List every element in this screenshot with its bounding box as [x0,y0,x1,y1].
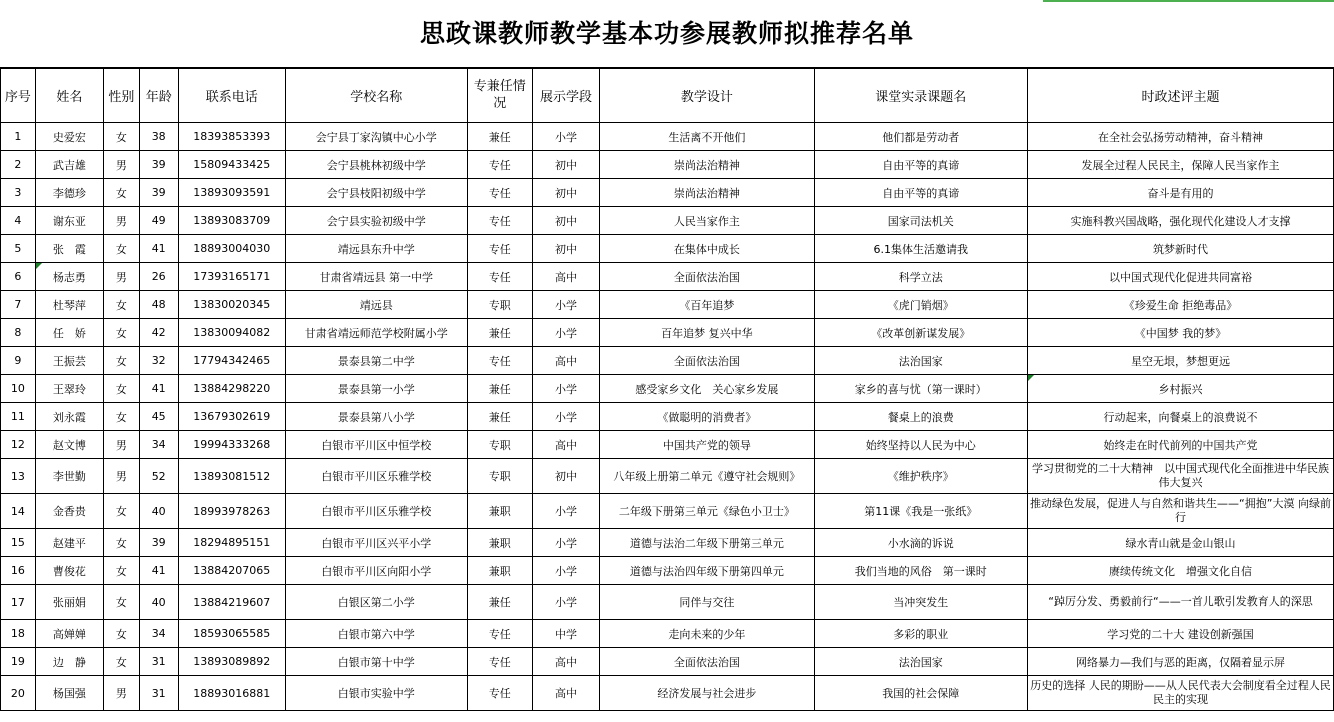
cell-name[interactable]: 张丽娟 [35,585,103,620]
cell-lesson-title[interactable]: 自由平等的真谛 [814,179,1027,207]
cell-index[interactable]: 13 [1,459,36,494]
cell-age[interactable]: 49 [139,207,178,235]
cell-school[interactable]: 甘肃省靖远县 第一中学 [285,263,467,291]
recommendation-table [0,68,1334,711]
cell-gender[interactable]: 女 [104,123,140,151]
cell-school[interactable]: 会宁县桃林初级中学 [285,151,467,179]
cell-gender[interactable]: 女 [104,179,140,207]
cell-index[interactable]: 7 [1,291,36,319]
table-row [1,179,1334,207]
cell-age[interactable]: 39 [139,179,178,207]
table-row [1,235,1334,263]
table-row [1,347,1334,375]
table-row [1,648,1334,676]
cell-role[interactable]: 专任 [467,263,532,291]
cell-stage[interactable]: 高中 [532,431,599,459]
cell-age[interactable]: 39 [139,529,178,557]
cell-commentary[interactable]: 赓续传统文化 增强文化自信 [1028,557,1334,585]
cell-name[interactable]: 刘永霞 [35,403,103,431]
cell-lesson-title[interactable]: 自由平等的真谛 [814,151,1027,179]
cell-commentary[interactable]: 行动起来，向餐桌上的浪费说不 [1028,403,1334,431]
cell-age[interactable]: 40 [139,494,178,529]
cell-lesson-design[interactable]: 生活离不开他们 [600,123,814,151]
cell-lesson-design[interactable]: 道德与法治四年级下册第四单元 [600,557,814,585]
header-lesson-title[interactable]: 课堂实录课题名 [814,69,1027,123]
cell-commentary[interactable]: 历史的选择 人民的期盼——从人民代表大会制度看全过程人民民主的实现 [1028,676,1334,711]
table-row [1,123,1334,151]
cell-name[interactable]: 曹俊花 [35,557,103,585]
cell-commentary[interactable]: 推动绿色发展，促进人与自然和谐共生——“拥抱”大漠 向绿前行 [1028,494,1334,529]
cell-gender[interactable]: 男 [104,676,140,711]
header-row [1,69,1334,123]
header-gender[interactable]: 性别 [104,69,140,123]
table-row [1,431,1334,459]
cell-lesson-title[interactable]: 我们当地的风俗 第一课时 [814,557,1027,585]
cell-school[interactable]: 景泰县第二中学 [285,347,467,375]
cell-phone[interactable]: 18993978263 [178,494,285,529]
cell-role[interactable]: 兼任 [467,585,532,620]
cell-age[interactable]: 40 [139,585,178,620]
cell-school[interactable]: 白银市平川区乐雅学校 [285,459,467,494]
cell-school[interactable]: 白银市第十中学 [285,648,467,676]
cell-name[interactable]: 金香贵 [35,494,103,529]
cell-commentary[interactable]: 以中国式现代化促进共同富裕 [1028,263,1334,291]
cell-stage[interactable]: 小学 [532,123,599,151]
cell-name[interactable]: 武吉雄 [35,151,103,179]
cell-lesson-title[interactable]: 法治国家 [814,347,1027,375]
cell-name[interactable]: 杨国强 [35,676,103,711]
cell-stage[interactable]: 中学 [532,620,599,648]
cell-school[interactable]: 靖远县东升中学 [285,235,467,263]
cell-name[interactable]: 李世勤 [35,459,103,494]
cell-stage[interactable]: 初中 [532,459,599,494]
table-row [1,676,1334,711]
cell-lesson-design[interactable]: 同伴与交往 [600,585,814,620]
cell-phone[interactable]: 13830094082 [178,319,285,347]
header-index[interactable]: 序号 [1,69,36,123]
cell-gender[interactable]: 女 [104,585,140,620]
cell-commentary[interactable]: 绿水青山就是金山银山 [1028,529,1334,557]
cell-lesson-title[interactable]: 他们都是劳动者 [814,123,1027,151]
cell-gender[interactable]: 女 [104,648,140,676]
cell-phone[interactable]: 13893081512 [178,459,285,494]
cell-role[interactable]: 专职 [467,431,532,459]
cell-age[interactable]: 41 [139,375,178,403]
cell-stage[interactable]: 初中 [532,207,599,235]
table-row [1,319,1334,347]
cell-lesson-design[interactable]: 全面依法治国 [600,347,814,375]
cell-phone[interactable]: 17794342465 [178,347,285,375]
cell-phone[interactable]: 13679302619 [178,403,285,431]
cell-name[interactable]: 赵建平 [35,529,103,557]
cell-school[interactable]: 甘肃省靖远师范学校附属小学 [285,319,467,347]
cell-school[interactable]: 景泰县第一小学 [285,375,467,403]
cell-stage[interactable]: 小学 [532,529,599,557]
cell-index[interactable]: 2 [1,151,36,179]
cell-name[interactable]: 赵文博 [35,431,103,459]
cell-school[interactable]: 会宁县枝阳初级中学 [285,179,467,207]
cell-index[interactable]: 1 [1,123,36,151]
header-age[interactable]: 年龄 [139,69,178,123]
cell-stage[interactable]: 小学 [532,319,599,347]
cell-gender[interactable]: 女 [104,347,140,375]
cell-stage[interactable]: 初中 [532,235,599,263]
cell-index[interactable]: 11 [1,403,36,431]
cell-phone[interactable]: 13830020345 [178,291,285,319]
cell-index[interactable]: 19 [1,648,36,676]
cell-lesson-design[interactable]: 人民当家作主 [600,207,814,235]
cell-gender[interactable]: 女 [104,375,140,403]
cell-name[interactable]: 王翠玲 [35,375,103,403]
table-row [1,151,1334,179]
cell-index[interactable]: 15 [1,529,36,557]
cell-commentary[interactable]: 《中国梦 我的梦》 [1028,319,1334,347]
cell-stage[interactable]: 小学 [532,375,599,403]
cell-stage[interactable]: 小学 [532,585,599,620]
cell-school[interactable]: 会宁县实验初级中学 [285,207,467,235]
table-row [1,585,1334,620]
cell-school[interactable]: 景泰县第八小学 [285,403,467,431]
cell-gender[interactable]: 男 [104,151,140,179]
cell-gender[interactable]: 男 [104,207,140,235]
cell-stage[interactable]: 高中 [532,676,599,711]
cell-role[interactable]: 兼任 [467,123,532,151]
cell-lesson-design[interactable]: 经济发展与社会进步 [600,676,814,711]
cell-lesson-design[interactable]: 在集体中成长 [600,235,814,263]
cell-gender[interactable]: 女 [104,235,140,263]
cell-gender[interactable]: 男 [104,431,140,459]
cell-index[interactable]: 14 [1,494,36,529]
cell-name[interactable]: 任 娇 [35,319,103,347]
cell-role[interactable]: 专任 [467,235,532,263]
table-row [1,403,1334,431]
cell-phone[interactable]: 19994333268 [178,431,285,459]
cell-index[interactable]: 18 [1,620,36,648]
cell-gender[interactable]: 女 [104,319,140,347]
cell-name[interactable]: 张 霞 [35,235,103,263]
header-name[interactable]: 姓名 [35,69,103,123]
cell-gender[interactable]: 女 [104,620,140,648]
cell-stage[interactable]: 小学 [532,494,599,529]
cell-school[interactable]: 白银市第六中学 [285,620,467,648]
cell-age[interactable]: 42 [139,319,178,347]
cell-name[interactable]: 史爱宏 [35,123,103,151]
cell-phone[interactable]: 13884298220 [178,375,285,403]
cell-phone[interactable]: 13893083709 [178,207,285,235]
cell-index[interactable]: 3 [1,179,36,207]
cell-school[interactable]: 白银市平川区乐雅学校 [285,494,467,529]
cell-phone[interactable]: 15809433425 [178,151,285,179]
top-accent-line [1043,0,1334,2]
cell-index[interactable]: 9 [1,347,36,375]
cell-name[interactable]: 杜琴萍 [35,291,103,319]
cell-school[interactable]: 白银市平川区兴平小学 [285,529,467,557]
cell-stage[interactable]: 初中 [532,179,599,207]
title-row [0,0,1334,68]
cell-commentary[interactable]: 学习党的二十大 建设创新强国 [1028,620,1334,648]
cell-lesson-title[interactable]: 小水滴的诉说 [814,529,1027,557]
cell-school[interactable]: 白银区第二小学 [285,585,467,620]
cell-lesson-design[interactable]: 全面依法治国 [600,648,814,676]
cell-phone[interactable]: 13884219607 [178,585,285,620]
cell-phone[interactable]: 18393853393 [178,123,285,151]
cell-lesson-title[interactable]: 多彩的职业 [814,620,1027,648]
cell-lesson-title[interactable]: 当冲突发生 [814,585,1027,620]
cell-lesson-design[interactable]: 道德与法治二年级下册第三单元 [600,529,814,557]
cell-stage[interactable]: 高中 [532,648,599,676]
cell-role[interactable]: 专任 [467,620,532,648]
header-school[interactable]: 学校名称 [285,69,467,123]
cell-commentary[interactable]: 筑梦新时代 [1028,235,1334,263]
table-row [1,529,1334,557]
header-phone[interactable]: 联系电话 [178,69,285,123]
cell-stage[interactable]: 初中 [532,151,599,179]
cell-lesson-design[interactable]: 感受家乡文化 关心家乡发展 [600,375,814,403]
cell-age[interactable]: 38 [139,123,178,151]
cell-stage[interactable]: 小学 [532,403,599,431]
cell-role[interactable]: 兼任 [467,403,532,431]
cell-lesson-title[interactable]: 《维护秩序》 [814,459,1027,494]
cell-lesson-design[interactable]: 走向未来的少年 [600,620,814,648]
cell-commentary[interactable]: 在全社会弘扬劳动精神，奋斗精神 [1028,123,1334,151]
cell-phone[interactable]: 13884207065 [178,557,285,585]
cell-name[interactable]: 边 静 [35,648,103,676]
cell-age[interactable]: 34 [139,431,178,459]
cell-lesson-title[interactable]: 国家司法机关 [814,207,1027,235]
cell-commentary[interactable]: 发展全过程人民民主，保障人民当家作主 [1028,151,1334,179]
cell-phone[interactable]: 18893004030 [178,235,285,263]
cell-gender[interactable]: 女 [104,557,140,585]
page-title: 思政课教师教学基本功参展教师拟推荐名单 [419,19,914,48]
cell-gender[interactable]: 女 [104,529,140,557]
header-role[interactable]: 专兼任情况 [467,69,532,123]
cell-lesson-design[interactable]: 八年级上册第二单元《遵守社会规则》 [600,459,814,494]
cell-name[interactable]: 高婵婵 [35,620,103,648]
cell-role[interactable]: 专任 [467,347,532,375]
cell-role[interactable]: 专任 [467,207,532,235]
cell-gender[interactable]: 女 [104,403,140,431]
cell-role[interactable]: 专职 [467,291,532,319]
cell-phone[interactable]: 18893016881 [178,676,285,711]
cell-role[interactable]: 兼职 [467,557,532,585]
cell-role[interactable]: 专任 [467,676,532,711]
cell-age[interactable]: 31 [139,676,178,711]
cell-stage[interactable]: 高中 [532,347,599,375]
cell-index[interactable]: 6 [1,263,36,291]
cell-lesson-title[interactable]: 始终坚持以人民为中心 [814,431,1027,459]
cell-stage[interactable]: 高中 [532,263,599,291]
table-row [1,494,1334,529]
cell-phone[interactable]: 18593065585 [178,620,285,648]
cell-lesson-title[interactable]: 科学立法 [814,263,1027,291]
cell-commentary[interactable]: 乡村振兴 [1028,375,1334,403]
cell-age[interactable]: 52 [139,459,178,494]
cell-age[interactable]: 32 [139,347,178,375]
cell-stage[interactable]: 小学 [532,557,599,585]
cell-age[interactable]: 39 [139,151,178,179]
table-row [1,557,1334,585]
cell-commentary[interactable]: “踔厉分发、勇毅前行“——一首儿歌引发教育人的深思 [1028,585,1334,620]
cell-age[interactable]: 48 [139,291,178,319]
cell-index[interactable]: 17 [1,585,36,620]
cell-phone[interactable]: 17393165171 [178,263,285,291]
cell-index[interactable]: 20 [1,676,36,711]
table-row [1,291,1334,319]
header-lesson-design[interactable]: 教学设计 [600,69,814,123]
cell-age[interactable]: 41 [139,235,178,263]
cell-commentary[interactable]: 网络暴力—我们与恶的距离，仅隔着显示屏 [1028,648,1334,676]
cell-gender[interactable]: 女 [104,494,140,529]
cell-commentary[interactable]: 奋斗是有用的 [1028,179,1334,207]
cell-gender[interactable]: 男 [104,263,140,291]
cell-lesson-design[interactable]: 《百年追梦 [600,291,814,319]
cell-role[interactable]: 兼职 [467,529,532,557]
cell-index[interactable]: 12 [1,431,36,459]
cell-lesson-design[interactable]: 崇尚法治精神 [600,151,814,179]
cell-name[interactable]: 杨志勇 [35,263,103,291]
cell-school[interactable]: 白银市实验中学 [285,676,467,711]
cell-commentary[interactable]: 《珍爱生命 拒绝毒品》 [1028,291,1334,319]
cell-school[interactable]: 白银市平川区中恒学校 [285,431,467,459]
cell-role[interactable]: 专任 [467,151,532,179]
header-commentary[interactable]: 时政述评主题 [1028,69,1334,123]
cell-lesson-title[interactable]: 《虎门销烟》 [814,291,1027,319]
cell-age[interactable]: 31 [139,648,178,676]
table-row [1,620,1334,648]
cell-index[interactable]: 4 [1,207,36,235]
cell-stage[interactable]: 小学 [532,291,599,319]
cell-lesson-design[interactable]: 百年追梦 复兴中华 [600,319,814,347]
cell-lesson-design[interactable]: 崇尚法治精神 [600,179,814,207]
cell-commentary[interactable]: 学习贯彻党的二十大精神 以中国式现代化全面推进中华民族伟大复兴 [1028,459,1334,494]
table-row [1,263,1334,291]
cell-school[interactable]: 靖远县 [285,291,467,319]
cell-phone[interactable]: 13893093591 [178,179,285,207]
cell-lesson-title[interactable]: 《改革创新谋发展》 [814,319,1027,347]
cell-role[interactable]: 兼任 [467,319,532,347]
cell-name[interactable]: 李德珍 [35,179,103,207]
cell-index[interactable]: 8 [1,319,36,347]
header-stage[interactable]: 展示学段 [532,69,599,123]
cell-lesson-title[interactable]: 家乡的喜与忧（第一课时） [814,375,1027,403]
cell-age[interactable]: 26 [139,263,178,291]
table-row [1,459,1334,494]
cell-lesson-title[interactable]: 6.1集体生活邀请我 [814,235,1027,263]
cell-gender[interactable]: 女 [104,291,140,319]
cell-commentary[interactable]: 始终走在时代前列的中国共产党 [1028,431,1334,459]
cell-role[interactable]: 兼职 [467,494,532,529]
cell-lesson-design[interactable]: 中国共产党的领导 [600,431,814,459]
cell-lesson-design[interactable]: 二年级下册第三单元《绿色小卫士》 [600,494,814,529]
cell-phone[interactable]: 13893089892 [178,648,285,676]
cell-index[interactable]: 5 [1,235,36,263]
table-row [1,207,1334,235]
cell-lesson-design[interactable]: 全面依法治国 [600,263,814,291]
cell-lesson-title[interactable]: 餐桌上的浪费 [814,403,1027,431]
cell-age[interactable]: 41 [139,557,178,585]
cell-lesson-title[interactable]: 我国的社会保障 [814,676,1027,711]
table-row [1,375,1334,403]
cell-lesson-title[interactable]: 法治国家 [814,648,1027,676]
cell-role[interactable]: 兼任 [467,375,532,403]
cell-index[interactable]: 16 [1,557,36,585]
cell-age[interactable]: 45 [139,403,178,431]
cell-name[interactable]: 谢东亚 [35,207,103,235]
cell-role[interactable]: 专任 [467,179,532,207]
cell-school[interactable]: 会宁县丁家沟镇中心小学 [285,123,467,151]
cell-commentary[interactable]: 星空无垠，梦想更远 [1028,347,1334,375]
cell-role[interactable]: 专任 [467,648,532,676]
cell-lesson-title[interactable]: 第11课《我是一张纸》 [814,494,1027,529]
cell-gender[interactable]: 男 [104,459,140,494]
cell-lesson-design[interactable]: 《做聪明的消费者》 [600,403,814,431]
cell-role[interactable]: 专职 [467,459,532,494]
cell-age[interactable]: 34 [139,620,178,648]
cell-commentary[interactable]: 实施科教兴国战略，强化现代化建设人才支撑 [1028,207,1334,235]
cell-name[interactable]: 王振芸 [35,347,103,375]
cell-school[interactable]: 白银市平川区向阳小学 [285,557,467,585]
cell-phone[interactable]: 18294895151 [178,529,285,557]
cell-index[interactable]: 10 [1,375,36,403]
